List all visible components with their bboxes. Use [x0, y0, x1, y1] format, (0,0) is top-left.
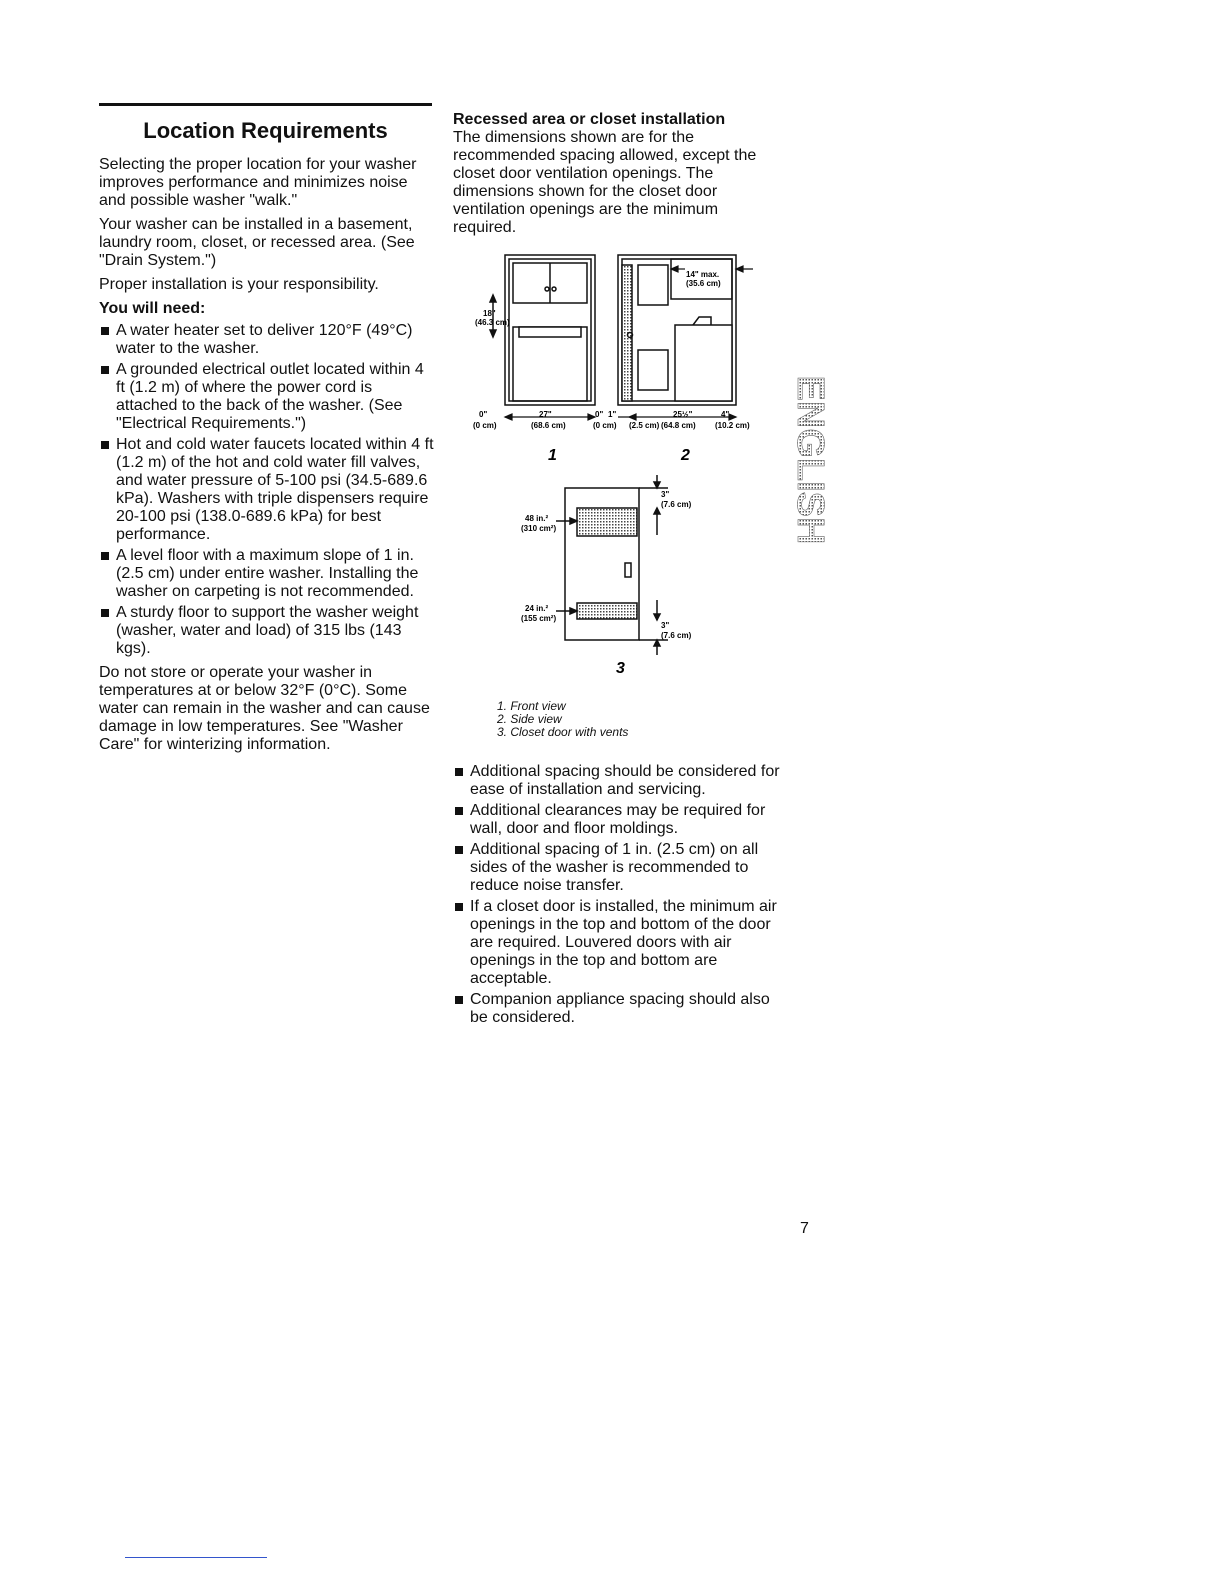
caption-line: 2. Side view: [497, 712, 562, 726]
dim-label: 0": [479, 410, 488, 419]
list-item: If a closet door is installed, the minimum air openings in the top and bottom of the door are required. Louvered doors with air openings in the top and bottom are acceptable.: [453, 898, 783, 988]
dim-label: 3": [661, 490, 670, 499]
dim-label: 3": [661, 621, 670, 630]
dim-label: 0": [595, 410, 604, 419]
list-item: A sturdy floor to support the washer weight (washer, water and load) of 315 lbs (143 kgs).: [99, 604, 434, 658]
dim-label: (310 cm²): [521, 524, 557, 533]
language-tab-label: ENGLISH: [789, 375, 831, 545]
caption-line: 1. Front view: [497, 699, 566, 713]
dim-label: (7.6 cm): [661, 631, 692, 640]
need-heading: You will need:: [99, 300, 206, 317]
title-rule: [99, 103, 432, 106]
dim-label: (155 cm²): [521, 614, 557, 623]
dim-label: (0 cm): [473, 421, 497, 430]
footer-link-line: [125, 1557, 267, 1558]
dim-label: 48 in.²: [525, 514, 549, 523]
front-view-diagram: [490, 255, 595, 405]
intro-paragraph: Selecting the proper location for your washer improves performance and minimizes noise and possible washer "walk.": [99, 156, 417, 209]
list-item: Additional clearances may be required for wall, door and floor moldings.: [453, 802, 783, 838]
left-column: [99, 156, 434, 760]
dim-label: (0 cm): [593, 421, 617, 430]
list-item: A water heater set to deliver 120°F (49°C) water to the washer.: [99, 322, 434, 358]
dim-label: (46.3 cm): [475, 318, 510, 327]
dim-label: (35.6 cm): [686, 279, 721, 288]
dim-label: 14" max.: [686, 270, 720, 279]
recessed-heading: Recessed area or closet installation: [453, 111, 726, 128]
list-item: Additional spacing should be considered for ease of installation and servicing.: [453, 763, 783, 799]
page-title: Location Requirements: [143, 118, 388, 143]
list-item: Companion appliance spacing should also be considered.: [453, 991, 783, 1027]
dim-label: 25½": [673, 410, 693, 419]
dim-label: (64.8 cm): [661, 421, 696, 430]
right-column: [453, 111, 783, 243]
list-item: A grounded electrical outlet located within 4 ft (1.2 m) of where the power cord is attached to the back of the washer. (See "Electrical Requirements."): [99, 361, 434, 433]
dim-label: 27": [539, 410, 552, 419]
figure-captions: [497, 700, 757, 739]
dim-label: 24 in.²: [525, 604, 549, 613]
dim-label: (2.5 cm): [629, 421, 660, 430]
caption-line: 3. Closet door with vents: [497, 725, 629, 739]
needs-list: [99, 322, 434, 658]
responsibility-paragraph: Proper installation is your responsibility.: [99, 276, 379, 293]
installation-figure: [453, 245, 783, 695]
notes-list: [453, 763, 783, 1027]
storage-warning-paragraph: Do not store or operate your washer in temperatures at or below 32°F (0°C). Some water can remain in the washer and can cause damage in low temperatures. See "Washer Care" for winterizing information.: [99, 664, 430, 753]
page-number: 7: [800, 1220, 809, 1237]
dim-label: 18": [483, 309, 496, 318]
dim-label: 1": [608, 410, 617, 419]
language-tab: [778, 360, 838, 560]
dim-label: (10.2 cm): [715, 421, 750, 430]
dim-label: (7.6 cm): [661, 500, 692, 509]
location-paragraph: Your washer can be installed in a basement, laundry room, closet, or recessed area. (See "Drain System."): [99, 216, 415, 269]
recessed-intro: The dimensions shown are for the recommended spacing allowed, except the closet door ventilation openings. The dimensions shown for the closet door ventilation openings are the minimum required.: [453, 129, 757, 236]
notes-section: [453, 763, 783, 1033]
list-item: Additional spacing of 1 in. (2.5 cm) on all sides of the washer is recommended to reduce noise transfer.: [453, 841, 783, 895]
dim-label: (68.6 cm): [531, 421, 566, 430]
dim-label: 4": [721, 410, 730, 419]
figure-label-1: 1: [548, 447, 557, 464]
closet-door-diagram: [556, 475, 668, 655]
list-item: Hot and cold water faucets located within 4 ft (1.2 m) of the hot and cold water fill valves, and water pressure of 5-100 psi (34.5-689.6 kPa). Washers with triple dispensers require 20-100 psi (138.0-689.6 kPa) for best performance.: [99, 436, 434, 544]
figure-label-2: 2: [681, 447, 690, 464]
list-item: A level floor with a maximum slope of 1 in. (2.5 cm) under entire washer. Installing the washer on carpeting is not recommended.: [99, 547, 434, 601]
figure-label-3: 3: [616, 660, 625, 677]
